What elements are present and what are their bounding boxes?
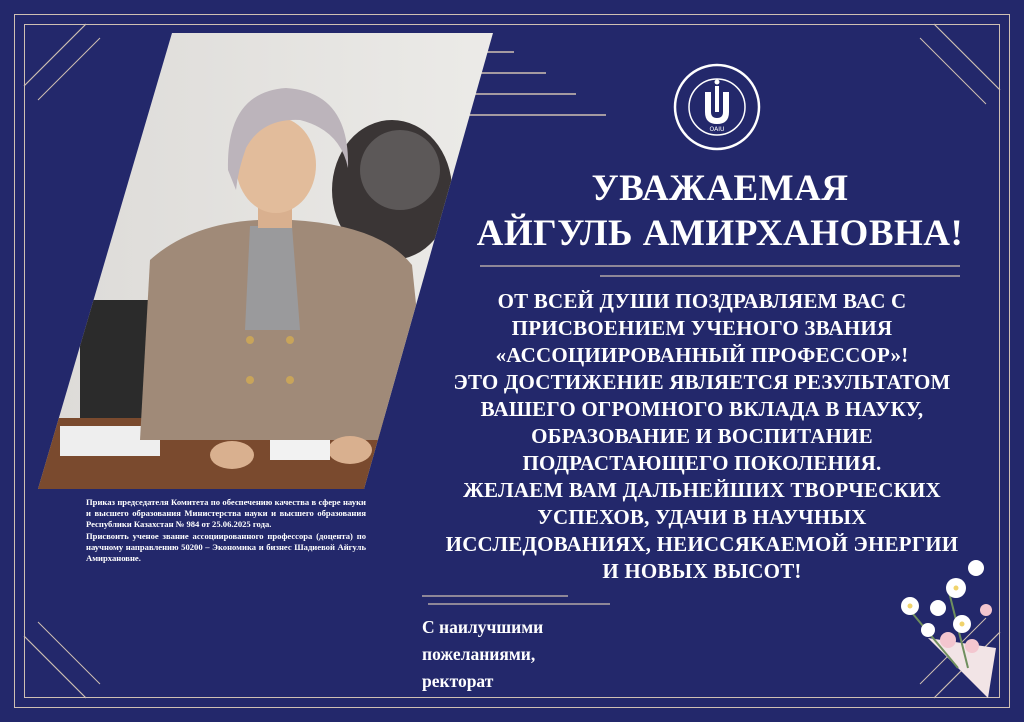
message-line: «АССОЦИИРОВАННЫЙ ПРОФЕССОР»! [495, 343, 909, 367]
caption-paragraph-2: Присвоить ученое звание ассоциированного профессора (доцента) по научному направлению 50200 – Экономика и бизнес Шадиевой Айгуль Амирхановне. [86, 531, 366, 563]
closing-signature [422, 614, 622, 695]
message-line: УСПЕХОВ, УДАЧИ В НАУЧНЫХ [537, 505, 867, 529]
title-line-2: АЙГУЛЬ АМИРХАНОВНА! [476, 213, 964, 254]
message-line: ЭТО ДОСТИЖЕНИЕ ЯВЛЯЕТСЯ РЕЗУЛЬТАТОМ [453, 370, 951, 394]
svg-text:OAIU: OAIU [709, 126, 725, 133]
caption-paragraph-1: Приказ председателя Комитета по обеспечению качества в сфере науки и высшего образования Министерства науки и высшего образования Республики Казахстан № 984 от 25.06.2025 года. [86, 497, 366, 529]
message-line: ПРИСВОЕНИЕМ УЧЕНОГО ЗВАНИЯ [511, 316, 893, 340]
university-logo-icon [672, 62, 762, 152]
closing-line-3: ректорат [422, 671, 494, 691]
closing-line-1: С наилучшими [422, 617, 544, 637]
title-line-1: УВАЖАЕМАЯ [591, 168, 849, 209]
message-line: ОБРАЗОВАНИЕ И ВОСПИТАНИЕ [531, 424, 873, 448]
flower-bouquet-icon [888, 548, 1000, 708]
message-line: ВАШЕГО ОГРОМНОГО ВКЛАДА В НАУКУ, [480, 397, 924, 421]
order-caption [86, 497, 366, 565]
closing-line-2: пожеланиями, [422, 644, 536, 664]
message-line: ИССЛЕДОВАНИЯХ, НЕИССЯКАЕМОЙ ЭНЕРГИИ [445, 532, 959, 556]
message-line: ПОДРАСТАЮЩЕГО ПОКОЛЕНИЯ. [522, 451, 882, 475]
message-line: И НОВЫХ ВЫСОТ! [602, 559, 802, 583]
congratulation-message [402, 288, 1002, 585]
message-line: ОТ ВСЕЙ ДУШИ ПОЗДРАВЛЯЕМ ВАС С [497, 289, 907, 313]
greeting-title [420, 166, 1020, 256]
message-line: ЖЕЛАЕМ ВАМ ДАЛЬНЕЙШИХ ТВОРЧЕСКИХ [463, 478, 941, 502]
